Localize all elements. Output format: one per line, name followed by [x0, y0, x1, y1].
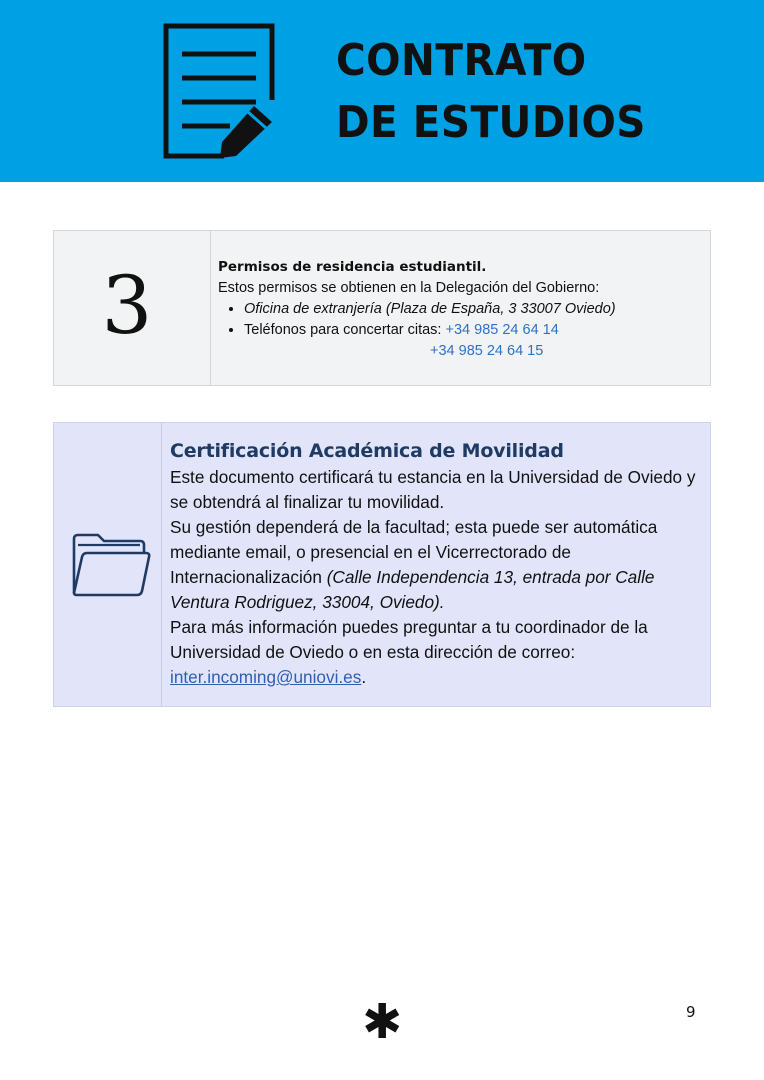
residence-permit-content [218, 256, 698, 362]
residence-permit-box [53, 230, 711, 386]
phone-link-2[interactable]: +34 985 24 64 15 [430, 343, 544, 359]
email-link[interactable]: inter.incoming@uniovi.es [170, 667, 362, 687]
certification-paragraph-2 [170, 515, 706, 615]
folder-icon [70, 531, 152, 599]
vicerrectorado-address: (Calle Independencia 13, entrada por Calle Ventura Rodriguez, 33004, Oviedo). [170, 567, 655, 612]
paragraph-3-text: Para más información puedes preguntar a tu coordinador de la Universidad de Oviedo o en esta dirección de correo: [170, 617, 648, 662]
step-number-cell [54, 231, 211, 385]
residence-permit-heading: Permisos de residencia estudiantil. [218, 259, 487, 275]
folder-icon-cell [54, 423, 162, 706]
phone-link-1[interactable]: +34 985 24 64 14 [445, 322, 559, 338]
certification-paragraph-3 [170, 615, 706, 690]
phones-label: Teléfonos para concertar citas: [244, 322, 446, 338]
certification-heading: Certificación Académica de Movilidad [170, 440, 564, 462]
asterisk-logo-icon: ✱ [362, 994, 403, 1050]
page-number: 9 [686, 1003, 696, 1021]
header-banner [0, 0, 764, 182]
paragraph-3-end: . [361, 667, 367, 687]
residence-permit-list [218, 299, 698, 341]
residence-permit-intro: Estos permisos se obtienen en la Delegación del Gobierno: [218, 280, 600, 296]
certification-box [53, 422, 711, 707]
title-line-1: CONTRATO [336, 35, 587, 86]
list-item-office: • Oficina de extranjería (Plaza de España, 3 33007 Oviedo) [244, 299, 698, 320]
step-number: 3 [101, 259, 153, 352]
certification-paragraph-1: Este documento certificará tu estancia en la Universidad de Oviedo y se obtendrá al finalizar tu movilidad. [170, 467, 696, 512]
document-pencil-icon [162, 22, 276, 162]
page-title [336, 30, 646, 154]
title-line-2: DE ESTUDIOS [336, 97, 646, 148]
certification-content [170, 437, 706, 690]
list-item-phones [244, 320, 698, 341]
paragraph-2-text: Su gestión dependerá de la facultad; esta puede ser automática mediante email, o presencial en el Vicerrectorado de Internacionalización [170, 517, 658, 587]
